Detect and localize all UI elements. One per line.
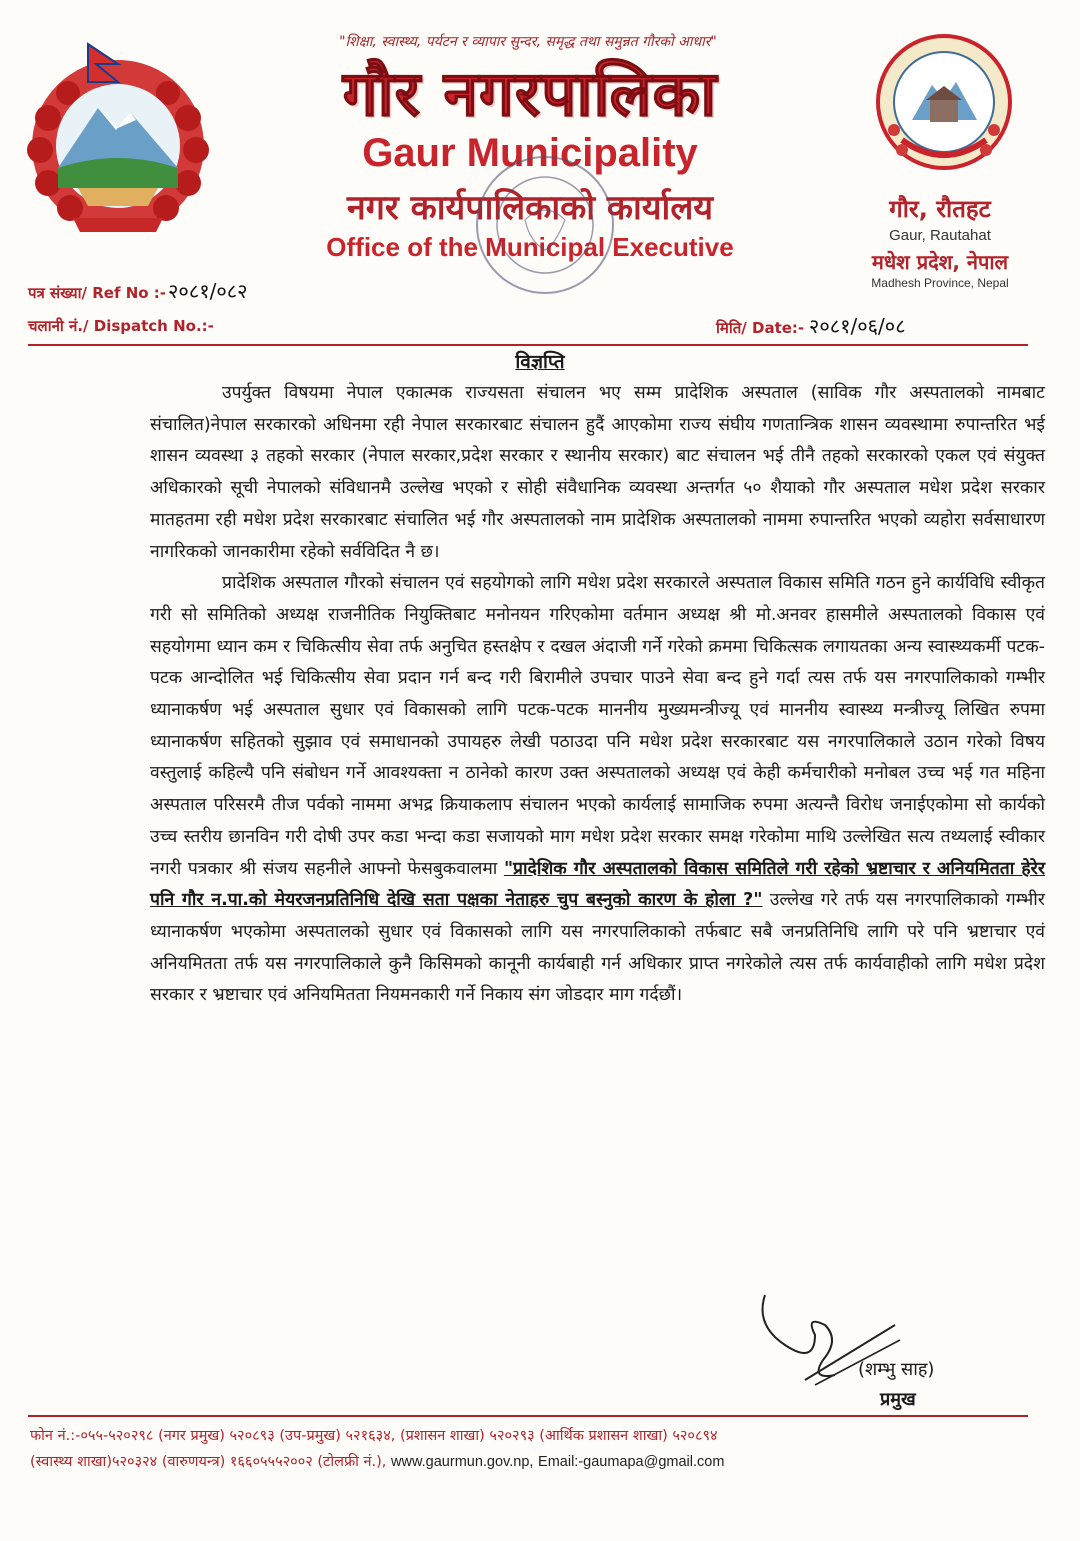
date-label: मिति/ Date:- bbox=[716, 319, 805, 337]
nepal-emblem-icon bbox=[18, 38, 218, 238]
footer-divider bbox=[28, 1415, 1028, 1417]
office-title-en: Office of the Municipal Executive bbox=[326, 232, 734, 262]
province-en: Madhesh Province, Nepal bbox=[871, 276, 1009, 290]
municipality-title-en: Gaur Municipality bbox=[362, 131, 698, 175]
official-stamp-icon bbox=[470, 150, 620, 300]
paragraph-2-part-b: उल्लेख गरे तर्फ यस नगरपालिकाको गम्भीर ध्यानाकर्षण भएकोमा अस्पतालको सुधार एवं विकासको लागि यस नगरपालिकाको तर्फबाट सबै जनप्रतिनिधि लागि परे पनि भ्रष्टाचार एवं अनियमितता तर्फ यस नगरपालिकाले कुनै किसिमको कानूनी कार्यबाही गर्न अधिकार प्राप्त नगरेकोले त्यस तर्फ कार्यवाहीको लागि मधेश प्रदेश सरकार र भ्रष्टाचार एवं अनियमितता नियमनकारी गर्ने निकाय संग जोडदार माग गर्दछौं। bbox=[150, 890, 1045, 1006]
notice-body bbox=[150, 378, 1045, 1012]
paragraph-1: उपर्युक्त विषयमा नेपाल एकात्मक राज्यसता संचालन भए सम्म प्रादेशिक अस्पताल (साविक गौर अस्पतालको नामबाट संचालित)नेपाल सरकारको अधिनमा रही नेपाल सरकारबाट संचालन हुदैं आएकोमा राज्य संघीय गणतान्त्रिक शासन व्यवस्थामा रुपान्तरित भई शासन व्यवस्था ३ तहको सरकार (नेपाल सरकार,प्रदेश सरकार र स्थानीय सरकार) बाट संचालन भई तीनै तहको सरकारको एकल एवं संयुक्त अधिकारको सूची नेपालको संविधानमै उल्लेख भएको र सोही संवैधानिक व्यवस्था अन्तर्गत ५० शैयाको गौर अस्पताल मधेश प्रदेश सरकार मातहतमा रही मधेश प्रदेश सरकारबाट संचालित भई गौर अस्पतालको नाम प्रादेशिक अस्पतालको नाममा रुपान्तरित भएको व्यहोरा सर्वसाधारण नागरिकको जानकारीमा रहेको सर्वविदित नै छ। bbox=[150, 383, 1045, 562]
paragraph-2 bbox=[150, 568, 1045, 1012]
footer-phone-line-2: (स्वास्थ्य शाखा)५२०३२४ (वारुणयन्त्र) १६६०५५५२००२ (टोलफ्री नं.), bbox=[30, 1454, 387, 1470]
municipality-title-np: गौर नगरपालिका bbox=[342, 57, 718, 130]
email-link[interactable]: Email:-gaumapa@gmail.com bbox=[538, 1454, 725, 1470]
facebook-quote: "प्रादेशिक गौर अस्पतालको विकास समितिले गरी रहेको भ्रष्टाचार र अनियमितता हेरेर पनि गौर न.पा.को मेयरजनप्रतिनिधि देखि सता पक्षका नेताहरु चुप बस्नुको कारण के होला ?" bbox=[150, 858, 1045, 911]
paragraph-2-part-a: प्रादेशिक अस्पताल गौरको संचालन एवं सहयोगको लागि मधेश प्रदेश सरकारले अस्पताल विकास समिति गठन हुने कार्यविधि स्वीकृत गरी सो समितिको अध्यक्ष राजनीतिक नियुक्तिबाट मनोनयन गरिएकोमा वर्तमान अध्यक्ष श्री मो.अनवर हासमीले अस्पतालको विकास एवं सहयोगमा ध्यान कम र चिकित्सीय सेवा तर्फ अनुचित हस्तक्षेप र दखल अंदाजी गर्ने गरेको क्रममा चिकित्सक लगायतका अन्य स्वास्थ्यकर्मी पटक-पटक आन्दोलित भई चिकित्सीय सेवा प्रदान गर्न बन्द गरी बिरामीले उपचार पाउने सेवा बन्द हुने गर्दा त्यस तर्फ यस नगरपालिकाको गम्भीर ध्यानाकर्षण भई अस्पताल सुधार एवं विकासको लागि पटक-पटक माननीय मुख्यमन्त्रीज्यू एवं माननीय स्वास्थ्य मन्त्रीज्यू लिखित रुपमा ध्यानाकर्षण सहितको सुझाव एवं समाधानको उपायहरु लेखी पठाउदा पनि मधेश प्रदेश सरकारबाट यस नगरपालिकाले उठान गरेको विषय वस्तुलाई कहिल्यै पनि संबोधन गर्ने आवश्यक्ता न ठानेको कारण उक्त अस्पतालको अध्यक्ष एवं केही कर्मचारीको मनोबल उच्च भई गत महिना अस्पताल परिसरमै तीज पर्वको नाममा अभद्र क्रियाकलाप संचालन भएको कार्यलाई सामाजिक रुपमा अत्यन्तै विरोध जनाईएकोमा सो कार्यको उच्च स्तरीय छानविन गरी दोषी उपर कडा भन्दा कडा सजायको माग मधेश प्रदेश सरकार समक्ष गरेकोमा माथि उल्लेखित सत्य तथ्यलाई स्वीकार नगरी पत्रकार श्री संजय सहनीले आफ्नो फेसबुकवालमा bbox=[150, 573, 1045, 879]
date-value: २०८१/०६/०८ bbox=[808, 314, 906, 338]
ref-number bbox=[28, 277, 248, 304]
header-divider bbox=[28, 344, 1028, 346]
motto-text: "शिक्षा, स्वास्थ्य, पर्यटन र व्यापार सुन्दर, समृद्ध तथा समुन्नत गौरको आधार" bbox=[339, 34, 717, 50]
ref-label: पत्र संख्या/ Ref No :- bbox=[28, 284, 167, 302]
footer-phone-line: फोन नं.:-०५५-५२०२९८ (नगर प्रमुख) ५२०८९३ (उप-प्रमुख) ५२१६३४, (प्रशासन शाखा) ५२०२९३ (आर्थिक प्रशासन शाखा) ५२०८९४ bbox=[30, 1428, 718, 1444]
signatory-name: (शम्भु साह) bbox=[858, 1359, 935, 1380]
dispatch-number bbox=[28, 316, 214, 336]
office-title-np: नगर कार्यपालिकाको कार्यालय bbox=[346, 188, 714, 228]
date bbox=[716, 312, 906, 339]
ref-value: २०८१/०८२ bbox=[168, 279, 248, 303]
address-np: गौर, रौतहट bbox=[889, 195, 991, 223]
dispatch-label: चलानी नं./ Dispatch No.:- bbox=[28, 317, 214, 335]
address-en: Gaur, Rautahat bbox=[889, 227, 991, 244]
notice-title: विज्ञप्ति bbox=[515, 351, 565, 373]
footer-contact-line bbox=[30, 1451, 1040, 1471]
website-link[interactable]: www.gaurmun.gov.np, bbox=[391, 1454, 534, 1470]
province-np: मधेश प्रदेश, नेपाल bbox=[871, 250, 1009, 274]
municipality-logo-icon bbox=[872, 30, 1017, 175]
signatory-title: प्रमुख bbox=[880, 1389, 916, 1410]
